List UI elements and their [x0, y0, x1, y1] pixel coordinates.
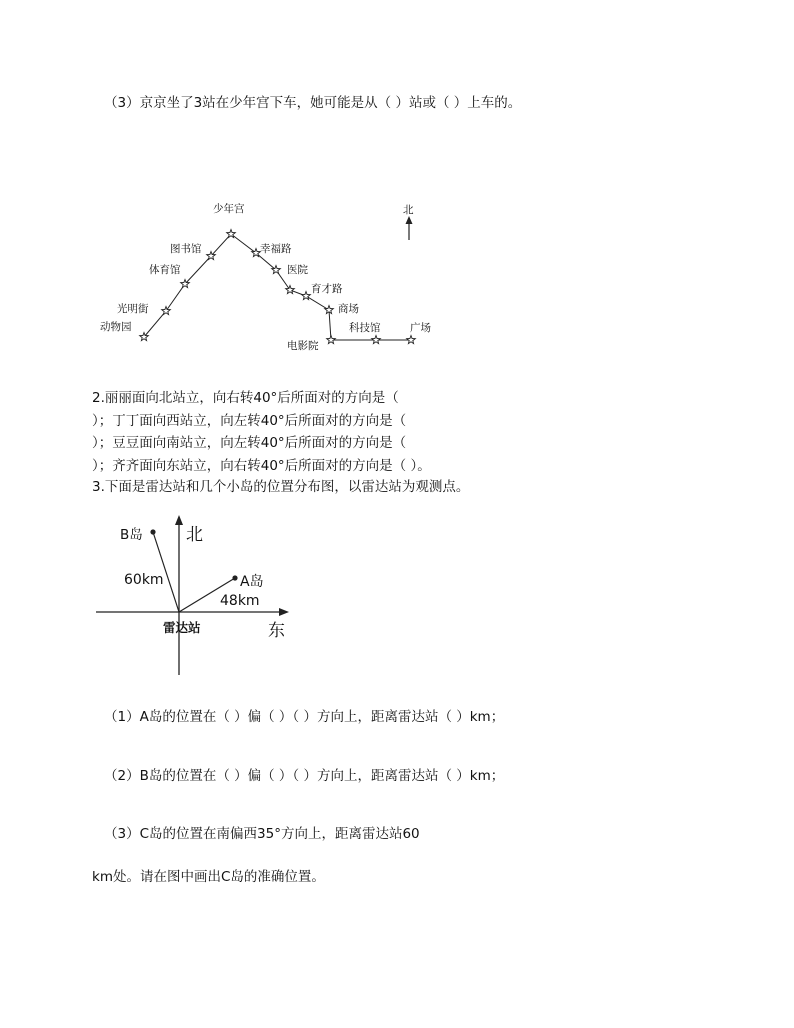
q2-line3: ）；豆豆面向南站立，向左转40°后所面对的方向是（ [92, 435, 407, 451]
q2-line4: ）；齐齐面向东站立，向右转40°后所面对的方向是（ ）。 [92, 458, 431, 474]
station-star [372, 336, 381, 344]
route-map [100, 195, 450, 360]
q3-part3-line2: km处。请在图中画出C岛的准确位置。 [92, 869, 325, 885]
distance-b-label: 60km [124, 572, 164, 588]
north-arrow-head [175, 515, 183, 525]
north-label: 北 [186, 525, 203, 545]
q3-part3-line1: （3）C岛的位置在南偏西35°方向上，距离雷达站60 [104, 826, 420, 842]
station-label-guangchang: 广场 [410, 322, 431, 334]
q2-line2: ）；丁丁面向西站立，向左转40°后所面对的方向是（ [92, 413, 407, 429]
station-star [327, 336, 336, 344]
station-star [272, 266, 281, 274]
island-b-point [150, 529, 155, 534]
station-label-kejiguan: 科技馆 [349, 322, 381, 334]
distance-a-label: 48km [220, 593, 260, 609]
station-label-dianyingyuan: 电影院 [287, 340, 319, 352]
q3-part1: （1）A岛的位置在（ ）偏（ ）（ ）方向上，距离雷达站（ ）km； [104, 709, 505, 725]
east-arrow-head [279, 608, 289, 616]
station-star [407, 336, 416, 344]
radar-station-label: 雷达站 [163, 620, 201, 635]
station-label-shaoniangong: 少年宫 [213, 203, 245, 215]
station-label-yiyuan: 医院 [287, 264, 308, 276]
station-label-guangmingjie: 光明街 [117, 303, 149, 315]
q3-part2: （2）B岛的位置在（ ）偏（ ）（ ）方向上，距离雷达站（ ）km； [104, 768, 505, 784]
north-arrow [406, 216, 413, 240]
station-label-yucailu: 育才路 [311, 283, 343, 295]
station-star [162, 307, 171, 315]
q3-intro: 3.下面是雷达站和几个小岛的位置分布图，以雷达站为观测点。 [92, 479, 470, 495]
radar-map [90, 512, 300, 682]
q1-part3-text: （3）京京坐了3站在少年宫下车，她可能是从（ ）站或（ ）上车的。 [104, 95, 522, 111]
north-label: 北 [403, 204, 414, 216]
island-b-label: B岛 [120, 527, 143, 543]
island-a-label: A岛 [240, 574, 264, 590]
east-label: 东 [268, 621, 285, 641]
station-label-xingfulu: 幸福路 [260, 243, 292, 255]
station-star [286, 286, 295, 294]
station-label-shangchang: 商场 [338, 303, 359, 315]
q2-line1: 2.丽丽面向北站立，向右转40°后所面对的方向是（ [92, 390, 399, 406]
station-label-dongwuyuan: 动物园 [100, 321, 132, 333]
station-label-tiyuguan: 体育馆 [149, 264, 181, 276]
station-label-tushuguan: 图书馆 [170, 243, 202, 255]
island-a-point [232, 575, 237, 580]
